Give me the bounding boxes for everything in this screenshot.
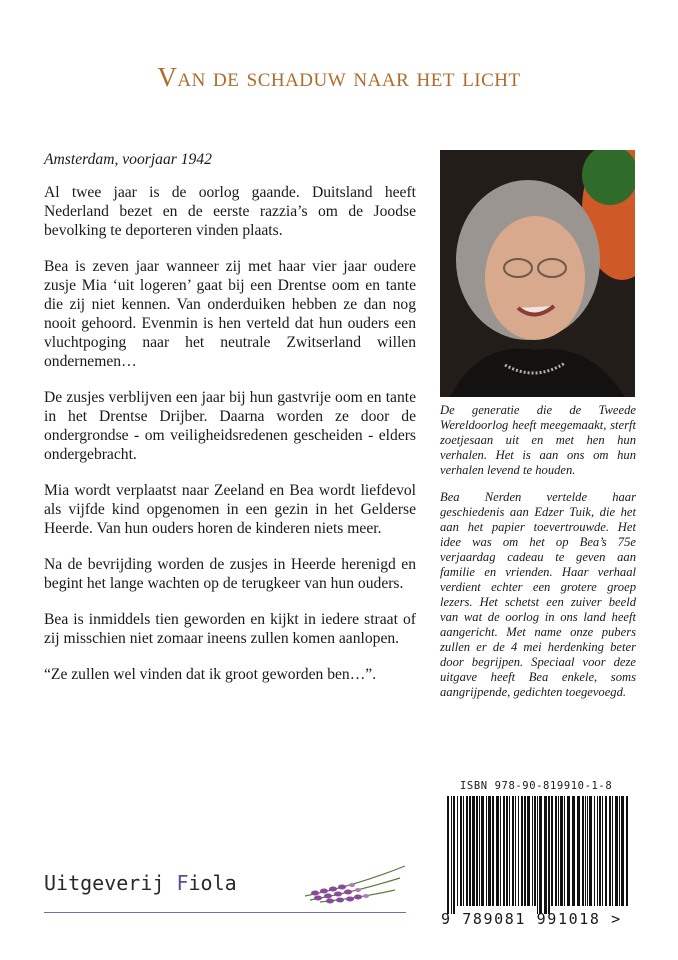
- barcode-bar: [537, 796, 538, 914]
- author-photo: [440, 150, 635, 397]
- barcode-bar: [582, 796, 584, 906]
- barcode-bar: [515, 796, 516, 906]
- barcode-bar: [626, 796, 628, 906]
- paragraph: De zusjes verblijven een jaar bij hun gastvrije oom en tante in het Drentse Drijber. Daarna worden ze door de ondergrondse - om veiligheidsredenen gescheiden - elders ondergebracht.: [44, 389, 416, 463]
- barcode-bar: [466, 796, 468, 906]
- barcode-bar: [615, 796, 618, 906]
- setting-line: Amsterdam, voorjaar 1942: [44, 151, 212, 168]
- paragraph: Mia wordt verplaatst naar Zeeland en Bea wordt liefdevol als vijfde kind opgenomen in een gezin in het Gelderse Heerde. Van hun ouders horen de kinderen niets meer.: [44, 482, 416, 537]
- barcode-bar: [518, 796, 519, 906]
- barcode-bar: [488, 796, 491, 906]
- barcode-bar: [481, 796, 484, 906]
- barcode-bar: [597, 796, 598, 906]
- divider-line: [44, 912, 406, 913]
- paragraph: Na de bevrijding worden de zusjes in Heerde herenigd en begint het lange wachten op de terugkeer van hun ouders.: [44, 556, 416, 592]
- barcode-bar: [577, 796, 580, 906]
- barcode-bar: [486, 796, 487, 906]
- caption-paragraph: De generatie die de Tweede Wereldoorlog heeft meegemaakt, sterft zoetjesaan uit en met hen hun verhalen. Het is aan ons om hun verhalen levend te houden.: [440, 403, 636, 477]
- isbn-text: ISBN 978-90-819910-1-8: [460, 780, 613, 792]
- barcode-bar: [534, 796, 536, 906]
- barcode-bar: [496, 796, 499, 906]
- barcode-bar: [558, 796, 559, 906]
- barcode: [441, 796, 639, 914]
- back-cover-text: [44, 150, 416, 701]
- publisher-accent-letter: F: [176, 871, 189, 895]
- barcode-bar: [500, 796, 501, 906]
- barcode-bar: [551, 796, 553, 906]
- barcode-bar: [524, 796, 526, 906]
- book-title: Van de schaduw naar het licht: [157, 62, 521, 92]
- barcode-digits: 9 789081 991018 >: [441, 910, 622, 928]
- barcode-bar: [587, 796, 588, 906]
- paragraph: Al twee jaar is de oorlog gaande. Duitsland heeft Nederland bezet en de eerste razzia’s om de Joodse bevolking te deporteren vinden plaats.: [44, 184, 416, 239]
- barcode-bar: [460, 796, 462, 906]
- barcode-bar: [451, 796, 452, 914]
- barcode-bar: [476, 796, 478, 906]
- barcode-bar: [469, 796, 471, 906]
- portrait-illustration: [440, 150, 635, 397]
- barcode-bar: [479, 796, 480, 906]
- barcode-bar: [572, 796, 575, 906]
- barcode-bar: [609, 796, 611, 906]
- barcode-bar: [463, 796, 464, 906]
- barcode-bar: [612, 796, 613, 906]
- barcode-bar: [619, 796, 620, 906]
- barcode-bar: [585, 796, 586, 906]
- barcode-bar: [567, 796, 570, 906]
- barcode-bar: [605, 796, 607, 906]
- barcode-bar: [453, 796, 455, 914]
- caption-column: [440, 403, 636, 712]
- barcode-bar: [621, 796, 624, 906]
- publisher-name-part: Uitgeverij: [44, 871, 177, 895]
- barcode-bar: [472, 796, 475, 906]
- publisher-logo: [44, 871, 237, 895]
- barcode-bar: [457, 796, 458, 906]
- barcode-bar: [503, 796, 505, 906]
- barcode-bar: [521, 796, 523, 906]
- barcode-bar: [555, 796, 557, 906]
- barcode-bar: [447, 796, 449, 914]
- barcode-bar: [506, 796, 508, 906]
- lavender-icon: [300, 856, 410, 906]
- publisher-name-part: iola: [188, 871, 237, 895]
- barcode-bar: [564, 796, 565, 906]
- barcode-bar: [512, 796, 514, 906]
- barcode-bar: [527, 796, 530, 906]
- paragraph: Bea is zeven jaar wanneer zij met haar vier jaar oudere zusje Mia ‘uit logeren’ gaat bij een Drentse oom en tante die zij niet kennen. Van onderduiken hebben ze dan nog nooit gehoord. Evenmin is hen verteld dat hun ouders een vluchtpoging naar het neutrale Zwitserland willen ondernemen…: [44, 258, 416, 370]
- barcode-bar: [599, 796, 601, 906]
- barcode-bar: [560, 796, 563, 906]
- barcode-bar: [602, 796, 603, 906]
- barcode-bar: [492, 796, 494, 906]
- barcode-bar: [544, 796, 547, 914]
- barcode-bar: [532, 796, 533, 906]
- barcode-bar: [548, 796, 550, 914]
- barcode-bar: [509, 796, 510, 906]
- caption-paragraph: Bea Nerden vertelde haar geschiedenis aan Edzer Tuik, die het aan het papier toevertrouwde. Het idee was om het op Bea’s 75e verjaardag cadeau te geven aan familie en vrienden. Haar verhaal verdient echter een grotere groep lezers. Het schetst een zuiver beeld van wat de oorlog in ons land heeft aangericht. Met name onze pubers zullen er de 4 mei herdenking beter door begrijpen. Speciaal voor deze uitgave heeft Bea enkele, soms aangrijpende, gedichten toegevoegd.: [440, 490, 636, 699]
- paragraph: Bea is inmiddels tien geworden en kijkt in iedere straat of zij misschien niet zomaar ineens zullen komen aanlopen.: [44, 611, 416, 647]
- barcode-bar: [594, 796, 595, 906]
- barcode-bar: [539, 796, 542, 914]
- barcode-bar: [589, 796, 592, 906]
- closing-quote: “Ze zullen wel vinden dat ik groot geworden ben…”.: [44, 666, 377, 683]
